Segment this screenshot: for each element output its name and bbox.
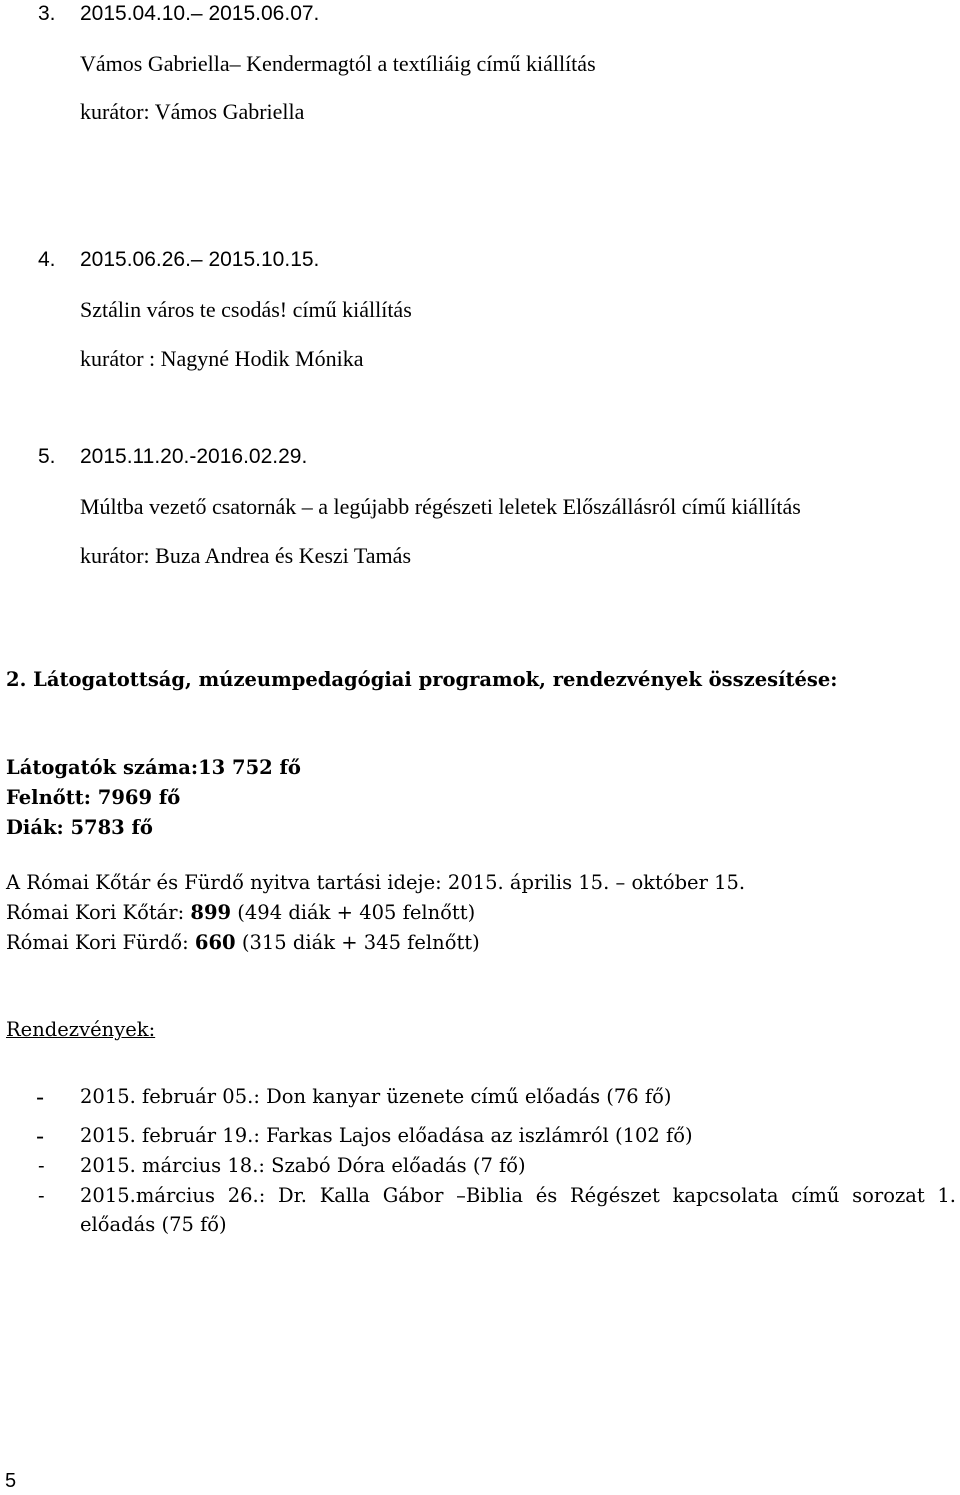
- exhibition-number: 3.: [38, 2, 56, 25]
- visitor-count: Látogatók száma:13 752 fő: [6, 756, 301, 779]
- exhibition-curator: kurátor : Nagyné Hodik Mónika: [80, 346, 364, 371]
- opening-hours: A Római Kőtár és Fürdő nyitva tartási ideje: 2015. április 15. – október 15.: [6, 871, 746, 894]
- section-heading: [6, 668, 838, 691]
- page-number: 5: [5, 1470, 17, 1492]
- events-heading: Rendezvények:: [6, 1018, 156, 1041]
- event-text: [80, 1085, 671, 1108]
- event-text: [80, 1154, 526, 1177]
- event-description: : Don kanyar üzenete című előadás (76 fő): [253, 1085, 672, 1108]
- list-bullet: -: [36, 1122, 45, 1150]
- exhibition-curator: kurátor: Vámos Gabriella: [80, 99, 305, 124]
- furdo-label: Római Kori Fürdő:: [6, 931, 195, 954]
- event-description-continued: előadás (75 fő): [80, 1213, 227, 1236]
- furdo-visitors: [6, 931, 480, 954]
- exhibition-number: 5.: [38, 445, 56, 468]
- list-bullet: -: [38, 1154, 45, 1177]
- event-date: 2015. február 19.: [80, 1124, 254, 1147]
- section-title: Látogatottság, múzeumpedagógiai programok, rendezvények összesítése:: [33, 668, 838, 691]
- exhibition-title: Sztálin város te csodás! című kiállítás: [80, 297, 412, 322]
- kotar-label: Római Kori Kőtár:: [6, 901, 191, 924]
- kotar-total: 899: [190, 901, 232, 924]
- adult-count: Felnőtt: 7969 fő: [6, 786, 181, 809]
- event-text: [80, 1124, 693, 1147]
- exhibition-number: 4.: [38, 248, 56, 271]
- exhibition-dates: 2015.11.20.-2016.02.29.: [80, 445, 308, 468]
- kotar-visitors: [6, 901, 475, 924]
- exhibition-title: Múltba vezető csatornák – a legújabb régészeti leletek Előszállásról című kiállítás: [80, 494, 801, 519]
- exhibition-dates: 2015.06.26.– 2015.10.15.: [80, 248, 320, 271]
- exhibition-curator: kurátor: Buza Andrea és Keszi Tamás: [80, 543, 411, 568]
- event-description: : Dr. Kalla Gábor –Biblia és Régészet kapcsolata című sorozat 1.: [258, 1184, 956, 1207]
- student-count: Diák: 5783 fő: [6, 816, 153, 839]
- list-bullet: -: [38, 1184, 45, 1207]
- event-date: 2015.március 26.: [80, 1184, 259, 1207]
- section-number: 2.: [6, 668, 27, 691]
- furdo-total: 660: [194, 931, 236, 954]
- kotar-detail: (494 diák + 405 felnőtt): [231, 901, 476, 924]
- exhibition-title: Vámos Gabriella– Kendermagtól a textíliáig című kiállítás: [80, 51, 596, 76]
- event-description: : Farkas Lajos előadása az iszlámról (102 fő): [253, 1124, 693, 1147]
- event-date: 2015. február 05.: [80, 1085, 254, 1108]
- list-bullet: -: [36, 1083, 45, 1111]
- furdo-detail: (315 diák + 345 felnőtt): [235, 931, 480, 954]
- event-description: : Szabó Dóra előadás (7 fő): [258, 1154, 526, 1177]
- exhibition-dates: 2015.04.10.– 2015.06.07.: [80, 2, 320, 25]
- event-date: 2015. március 18.: [80, 1154, 259, 1177]
- event-text: [80, 1184, 956, 1207]
